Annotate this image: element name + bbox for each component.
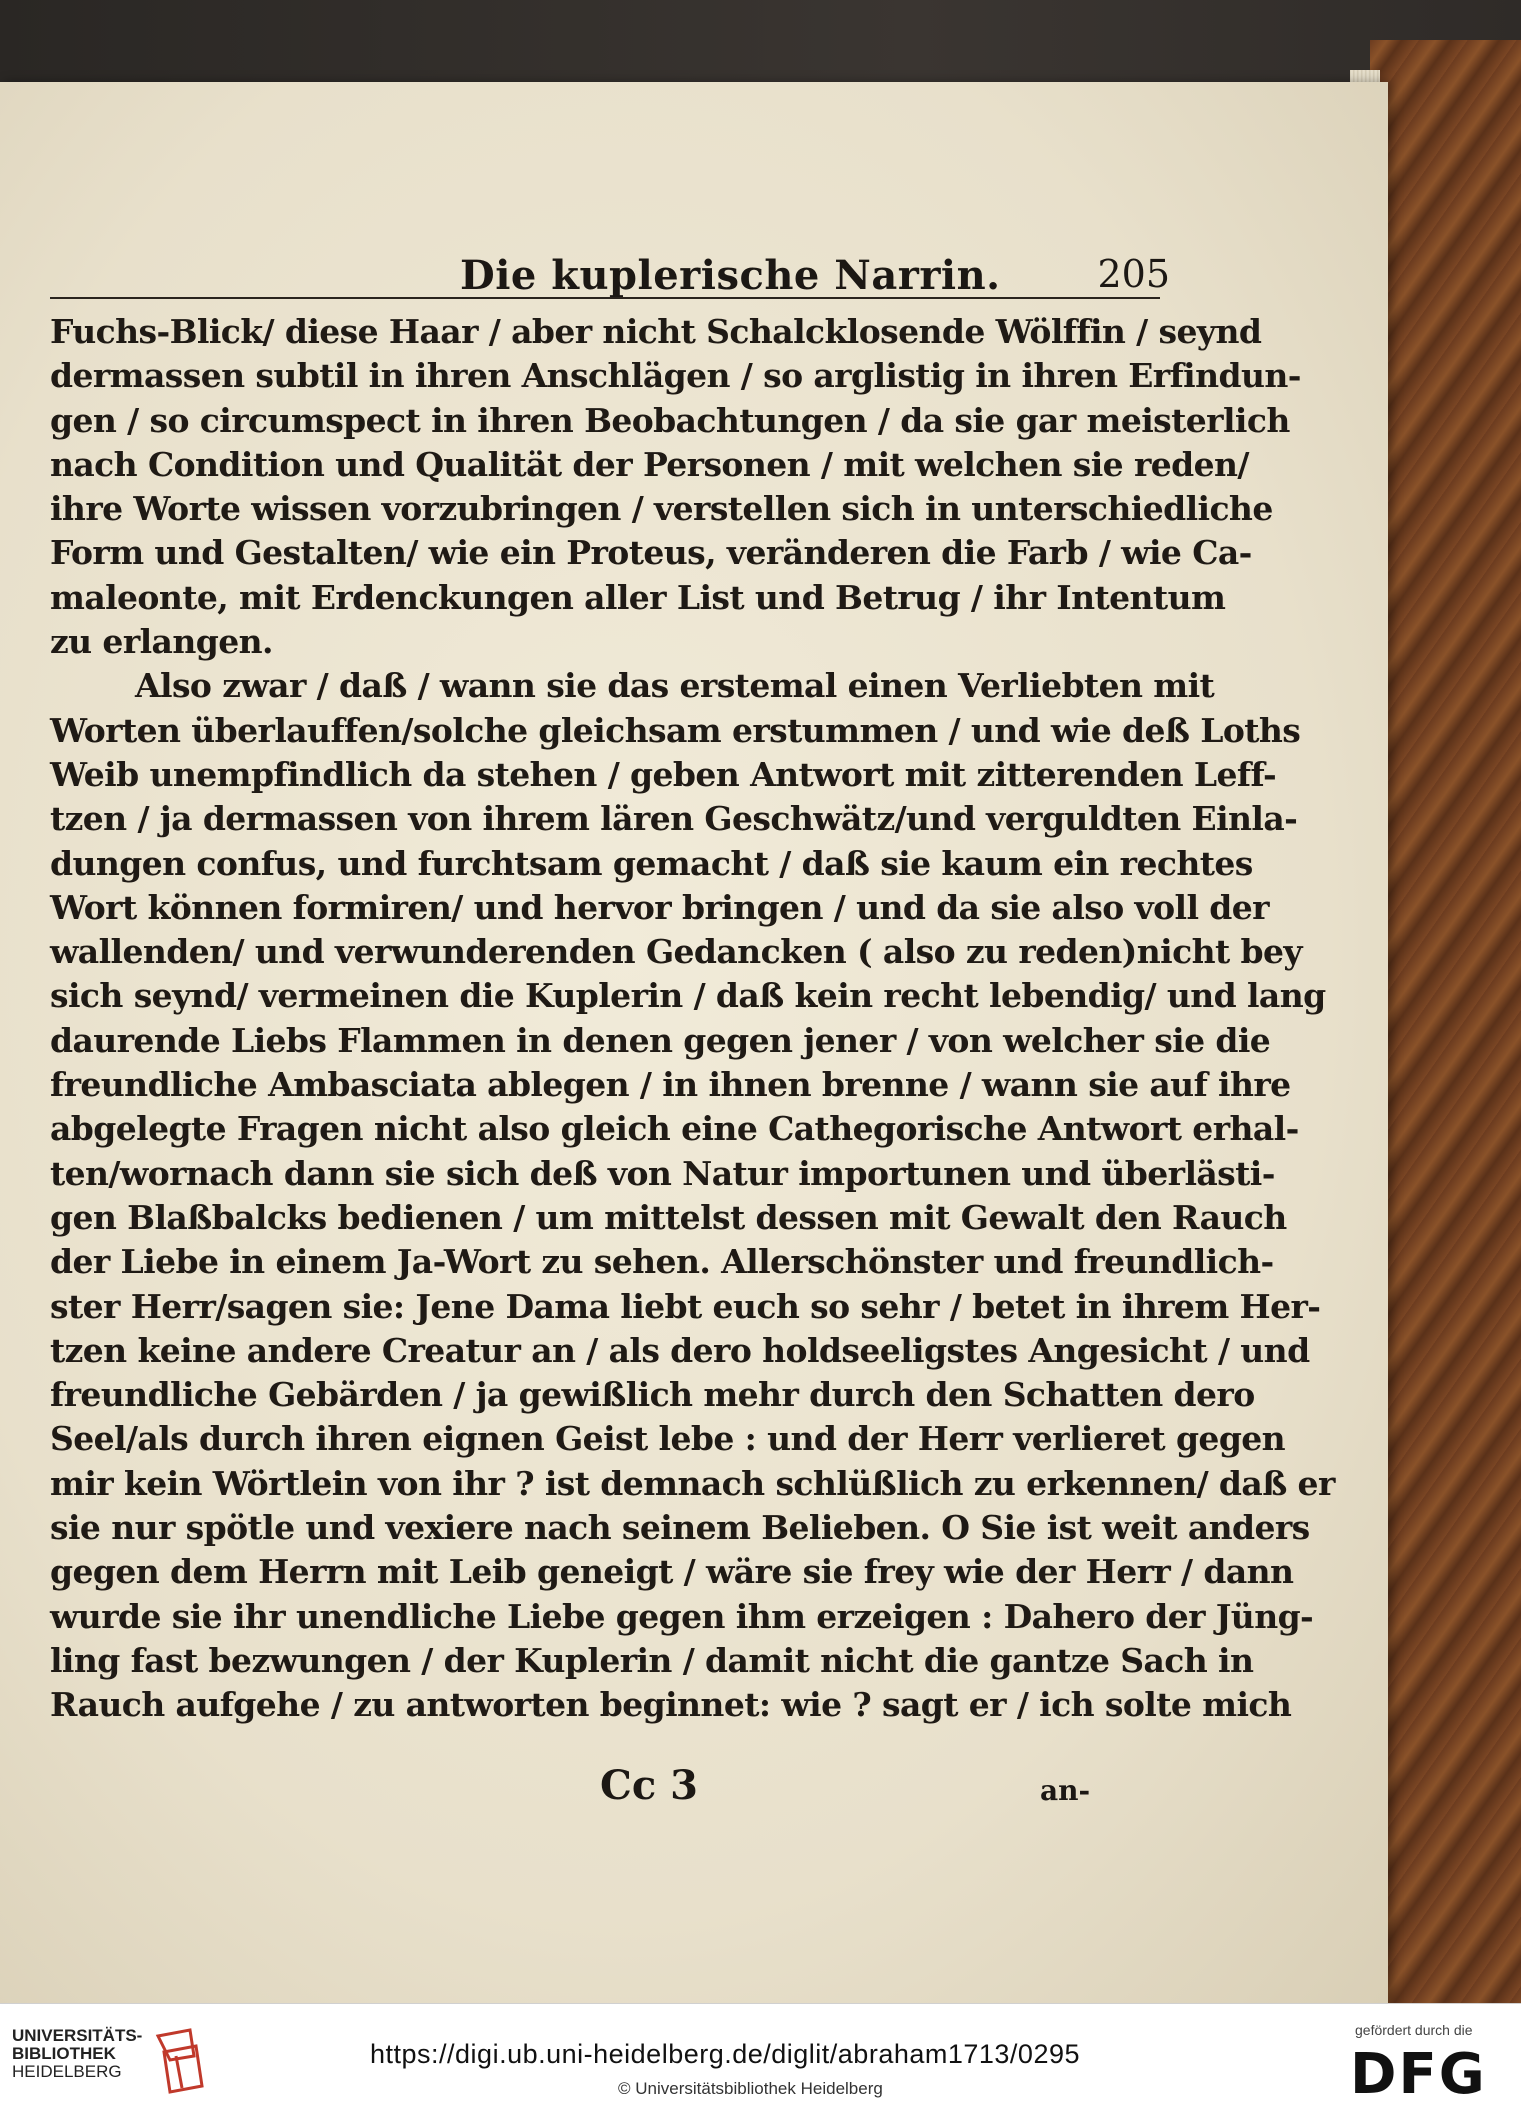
signature-mark: Cc 3 xyxy=(600,1762,698,1809)
text-line: wurde sie ihr unendliche Liebe gegen ihm erzeigen : Dahero der Jüng- xyxy=(50,1596,1314,1636)
viewer-footer xyxy=(0,2003,1521,2119)
text-line: tzen / ja dermassen von ihrem lären Geschwätz/und verguldten Einla- xyxy=(50,799,1298,839)
text-line: Weib unempfindlich da stehen / geben Antwort mit zitterenden Leff- xyxy=(50,754,1277,794)
text-line: dungen confus, und furchtsam gemacht / daß sie kaum ein rechtes xyxy=(50,843,1253,883)
copyright-notice: © Universitätsbibliothek Heidelberg xyxy=(618,2079,883,2098)
printed-page xyxy=(0,82,1388,2003)
text-line: freundliche Ambasciata ablegen / in ihnen brenne / wann sie auf ihre xyxy=(50,1065,1291,1105)
text-line: gen / so circumspect in ihren Beobachtungen / da sie gar meisterlich xyxy=(50,400,1290,440)
text-line: gegen dem Herrn mit Leib geneigt / wäre sie frey wie der Herr / dann xyxy=(50,1552,1294,1592)
text-line: sie nur spötle und vexiere nach seinem Belieben. O Sie ist weit anders xyxy=(50,1508,1310,1548)
library-name-line3: HEIDELBERG xyxy=(12,2062,122,2081)
text-line: daurende Liebs Flammen in denen gegen jener / von welcher sie die xyxy=(50,1020,1271,1060)
dfg-logo: DFG xyxy=(1350,2042,1487,2107)
page-number: 205 xyxy=(1097,252,1170,296)
text-line: gen Blaßbalcks bedienen / um mittelst dessen mit Gewalt den Rauch xyxy=(50,1197,1287,1237)
text-line: ten/wornach dann sie sich deß von Natur importunen und überlästi- xyxy=(50,1153,1275,1193)
text-line: nach Condition und Qualität der Personen / mit welchen sie reden/ xyxy=(50,444,1249,484)
catchword: an- xyxy=(1040,1774,1091,1807)
text-line: ster Herr/sagen sie: Jene Dama liebt euch so sehr / betet in ihrem Her- xyxy=(50,1286,1321,1326)
leather-book-cover xyxy=(1370,40,1521,2003)
text-line: mir kein Wörtlein von ihr ? ist demnach schlüßlich zu erkennen/ daß er xyxy=(50,1463,1335,1503)
text-line: Rauch aufgehe / zu antworten beginnet: wie ? sagt er / ich solte mich xyxy=(50,1685,1292,1725)
header-rule xyxy=(50,297,1160,299)
text-line: Worten überlauffen/solche gleichsam erstummen / und wie deß Loths xyxy=(50,710,1301,750)
page-url-link[interactable]: https://digi.ub.uni-heidelberg.de/diglit/abraham1713/0295 xyxy=(370,2039,1080,2069)
text-line: Seel/als durch ihren eignen Geist lebe : und der Herr verlieret gegen xyxy=(50,1419,1286,1459)
text-line: Also zwar / daß / wann sie das erstemal einen Verliebten mit xyxy=(135,666,1215,706)
text-line: Fuchs-Blick/ diese Haar / aber nicht Schalcklosende Wölffin / seynd xyxy=(50,312,1262,351)
text-line: maleonte, mit Erdenckungen aller List und Betrug / ihr Intentum xyxy=(50,577,1226,617)
library-name-line1: UNIVERSITÄTS- xyxy=(12,2026,143,2045)
text-line: wallenden/ und verwunderenden Gedancken ( also zu reden)nicht bey xyxy=(50,932,1302,972)
text-line: Wort können formiren/ und hervor bringen / und da sie also voll der xyxy=(50,887,1269,927)
library-logo-icon xyxy=(150,2026,210,2096)
text-line: ihre Worte wissen vorzubringen / verstellen sich in unterschiedliche xyxy=(50,489,1273,529)
text-line: abgelegte Fragen nicht also gleich eine Cathegorische Antwort erhal- xyxy=(50,1109,1299,1149)
text-line: Form und Gestalten/ wie ein Proteus, veränderen die Farb / wie Ca- xyxy=(50,533,1252,573)
text-line: ling fast bezwungen / der Kuplerin / damit nicht die gantze Sach in xyxy=(50,1640,1254,1680)
text-line: sich seynd/ vermeinen die Kuplerin / daß kein recht lebendig/ und lang xyxy=(50,976,1326,1016)
running-title: Die kuplerische Narrin. xyxy=(460,252,1001,299)
text-line: dermassen subtil in ihren Anschlägen / so arglistig in ihren Erfindun- xyxy=(50,356,1301,396)
text-line: zu erlangen. xyxy=(50,622,273,662)
library-logo-text xyxy=(12,2027,142,2081)
text-line: tzen keine andere Creatur an / als dero holdseeligstes Angesicht / und xyxy=(50,1330,1310,1370)
text-line: freundliche Gebärden / ja gewißlich mehr durch den Schatten dero xyxy=(50,1375,1255,1415)
body-text xyxy=(50,310,1335,1728)
page-header xyxy=(50,252,1170,312)
library-name-line2: BIBLIOTHEK xyxy=(12,2044,116,2063)
funded-by-label: gefördert durch die xyxy=(1355,2022,1473,2038)
text-line: der Liebe in einem Ja-Wort zu sehen. Allerschönster und freundlich- xyxy=(50,1242,1274,1282)
